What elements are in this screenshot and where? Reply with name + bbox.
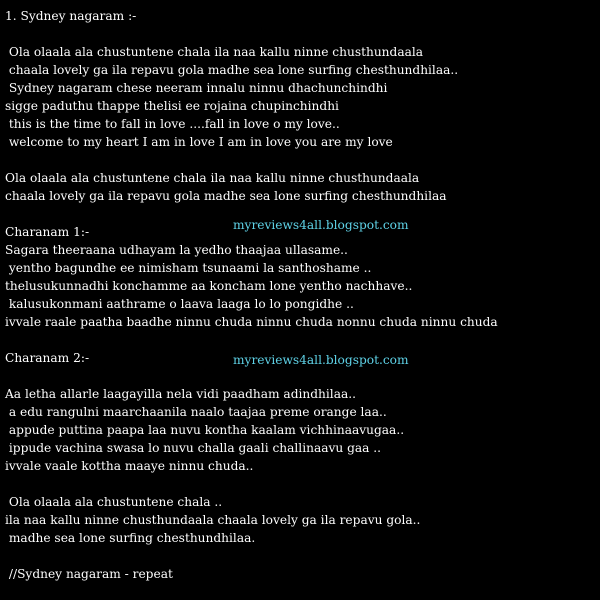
pallavi-repeat-line: Ola olaala ala chustuntene chala ila naa kallu ninne chusthundaala	[5, 171, 420, 185]
charanam1-line: ivvale raale paatha baadhe ninnu chuda ninnu chuda nonnu chuda ninnu chuda	[5, 315, 498, 329]
charanam1-line: Sagara theeraana udhayam la yedho thaajaa ullasame..	[5, 243, 348, 257]
pallavi-line: this is the time to fall in love ....fall in love o my love..	[5, 117, 340, 131]
charanam2-heading: Charanam 2:-	[5, 351, 90, 365]
charanam2-line: a edu rangulni maarchaanila naalo taajaa preme orange laa..	[5, 405, 387, 419]
closing-line: madhe sea lone surfing chesthundhilaa.	[5, 531, 256, 545]
charanam2-line: ivvale vaale kottha maaye ninnu chuda..	[5, 459, 254, 473]
pallavi-line: sigge paduthu thappe thelisi ee rojaina chupinchindhi	[5, 99, 339, 113]
repeat-note: //Sydney nagaram - repeat	[5, 567, 173, 581]
charanam1-line: yentho bagundhe ee nimisham tsunaami la santhoshame ..	[5, 261, 372, 275]
pallavi-repeat-line: chaala lovely ga ila repavu gola madhe sea lone surfing chesthundhilaa	[5, 189, 447, 203]
pallavi-line: Sydney nagaram chese neeram innalu ninnu dhachunchindhi	[5, 81, 388, 95]
blog-watermark: myreviews4all.blogspot.com	[233, 353, 409, 367]
charanam2-line: ippude vachina swasa lo nuvu challa gaali challinaavu gaa ..	[5, 441, 382, 455]
pallavi-line: chaala lovely ga ila repavu gola madhe sea lone surfing chesthundhilaa..	[5, 63, 459, 77]
pallavi-line: Ola olaala ala chustuntene chala ila naa kallu ninne chusthundaala	[5, 45, 424, 59]
blog-watermark: myreviews4all.blogspot.com	[233, 218, 409, 232]
pallavi-line: welcome to my heart I am in love I am in love you are my love	[5, 135, 393, 149]
charanam1-heading: Charanam 1:-	[5, 225, 90, 239]
song-title: 1. Sydney nagaram :-	[5, 9, 137, 23]
closing-line: Ola olaala ala chustuntene chala ..	[5, 495, 223, 509]
charanam2-line: appude puttina paapa laa nuvu kontha kaalam vichhinaavugaa..	[5, 423, 405, 437]
closing-line: ila naa kallu ninne chusthundaala chaala lovely ga ila repavu gola..	[5, 513, 421, 527]
charanam1-line: kalusukonmani aathrame o laava laaga lo lo pongidhe ..	[5, 297, 354, 311]
charanam2-line: Aa letha allarle laagayilla nela vidi paadham adindhilaa..	[5, 387, 356, 401]
charanam1-line: thelusukunnadhi konchamme aa koncham lone yentho nachhave..	[5, 279, 413, 293]
